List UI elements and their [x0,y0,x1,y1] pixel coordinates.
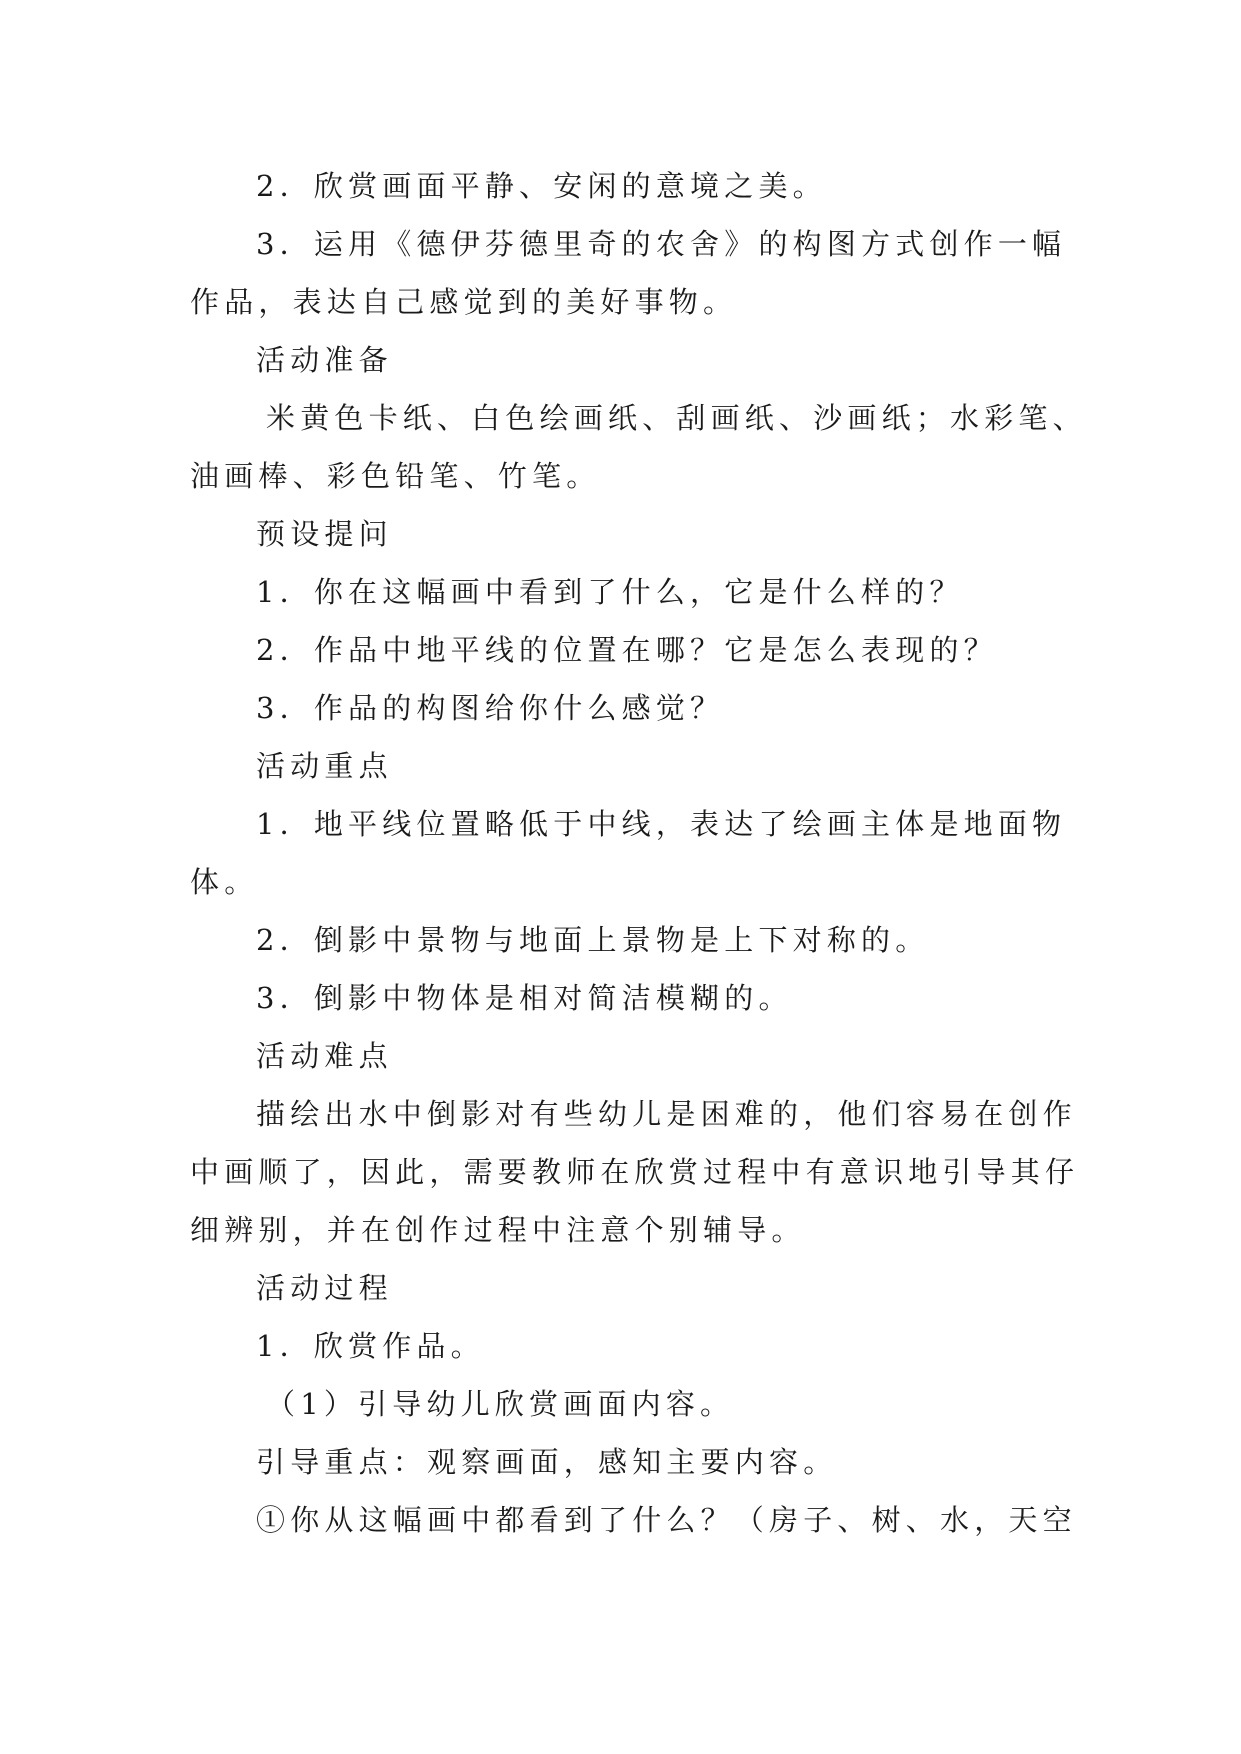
objective-3-cont: 作品，表达自己感觉到的美好事物。 [190,285,738,319]
process-step-1: 1．欣赏作品。 [256,1329,485,1363]
question-1: 1．你在这幅画中看到了什么，它是什么样的？ [256,575,964,609]
question-2: 2．作品中地平线的位置在哪？它是怎么表现的？ [256,633,998,667]
objective-2: 2．欣赏画面平静、安闲的意境之美。 [256,169,827,203]
heading-difficulty: 活动难点 [256,1039,393,1073]
objective-3: 3．运用《德伊芬德里奇的农舍》的构图方式创作一幅 [256,227,1067,261]
preparation-text-cont: 油画棒、彩色铅笔、竹笔。 [190,459,601,493]
heading-process: 活动过程 [256,1271,393,1305]
key-point-2: 2．倒影中景物与地面上景物是上下对称的。 [256,923,930,957]
difficulty-text: 描绘出水中倒影对有些幼儿是困难的，他们容易在创作 [256,1097,1077,1131]
key-point-1-cont: 体。 [190,865,259,899]
question-3: 3．作品的构图给你什么感觉？ [256,691,725,725]
process-substep-1: （1）引导幼儿欣赏画面内容。 [266,1387,735,1421]
guidance-question-1: ①你从这幅画中都看到了什么？（房子、树、水，天空 [256,1503,1077,1537]
heading-key-points: 活动重点 [256,749,393,783]
difficulty-text-cont-2: 细辨别，并在创作过程中注意个别辅导。 [190,1213,806,1247]
key-point-1: 1．地平线位置略低于中线，表达了绘画主体是地面物 [256,807,1067,841]
guidance-focus: 引导重点：观察画面，感知主要内容。 [256,1445,838,1479]
heading-questions: 预设提问 [256,517,393,551]
heading-preparation: 活动准备 [256,343,393,377]
difficulty-text-cont-1: 中画顺了，因此，需要教师在欣赏过程中有意识地引导其仔 [190,1155,1080,1189]
key-point-3: 3．倒影中物体是相对简洁模糊的。 [256,981,793,1015]
preparation-text: 米黄色卡纸、白色绘画纸、刮画纸、沙画纸；水彩笔、 [266,401,1087,435]
